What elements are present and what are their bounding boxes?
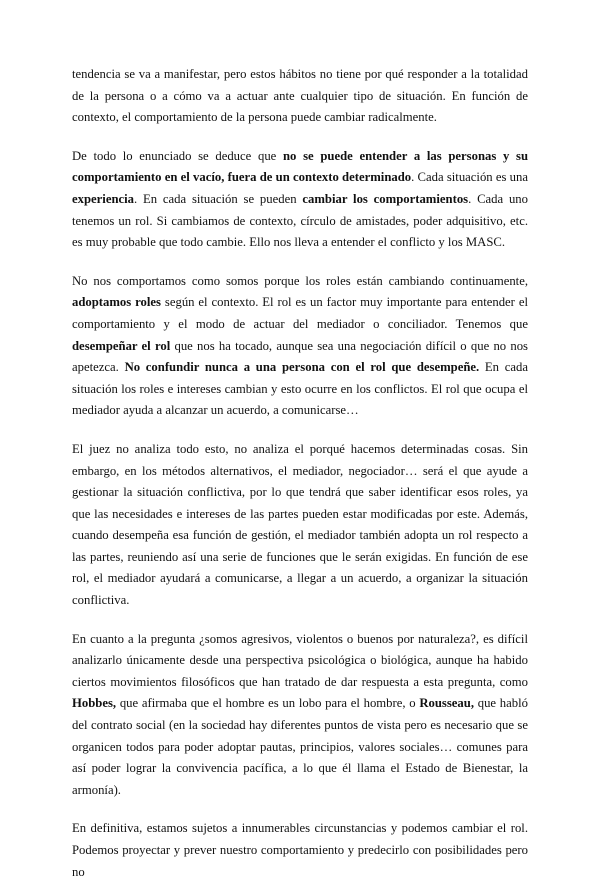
bold-segment: cambiar los comportamientos (302, 191, 469, 206)
text-segment: que nos ha tocado, aunque sea una negociación difícil o que no nos apetezca. (72, 338, 528, 375)
text-segment: En cuanto a la pregunta ¿somos agresivos, violentos o buenos por naturaleza?, es difícil analizarlo únicamente desde una perspectiva psicológica o biológica, aunque ha habido ciertos movimientos filosóficos que han tratado de dar respuesta a esta pregunta, como (72, 631, 528, 689)
bold-segment: Hobbes, (72, 696, 117, 711)
paragraph-5 (72, 629, 528, 802)
text-segment: En definitiva, estamos sujetos a innumerables circunstancias y podemos cambiar el rol. Podemos proyectar y prever nuestro comportamiento y predecirlo con posibilidades pero no (72, 821, 528, 879)
text-segment: tendencia se va a manifestar, pero estos hábitos no tiene por qué responder a la totalidad de la persona o a cómo va a actuar ante cualquier tipo de situación. En función de contexto, el comportamiento de la persona puede cambiar radicalmente. (72, 67, 528, 125)
text-segment: . Cada uno tenemos un rol. Si cambiamos de contexto, círculo de amistades, poder adquisitivo, etc. es muy probable que todo cambie. Ello nos lleva a entender el conflicto y los MASC. (72, 191, 528, 250)
paragraph-3 (72, 271, 528, 422)
text-segment: En cada situación los roles e intereses cambian y esto ocurre en los conflictos. El rol que ocupa el mediador ayuda a alcanzar un acuerdo, a comunicarse… (72, 360, 528, 418)
text-segment: según el contexto. El rol es un factor muy importante para entender el comportamiento y el modo de actuar del mediador o conciliador. Tenemos que (72, 295, 528, 331)
text-segment: De todo lo enunciado se deduce que (72, 148, 283, 163)
bold-segment: experiencia (72, 191, 135, 206)
bold-segment: Rousseau, (419, 696, 474, 711)
bold-segment: no se puede entender a las personas y su comportamiento en el vacío, fuera de un contexto determinado (72, 148, 528, 185)
text-segment: que afirmaba que el hombre es un lobo para el hombre, o (116, 696, 420, 711)
paragraph-2 (72, 146, 528, 254)
paragraph-6 (72, 818, 528, 883)
text-segment: . En cada situación se pueden (134, 191, 303, 206)
bold-segment: adoptamos roles (72, 295, 161, 310)
paragraph-4 (72, 439, 528, 612)
bold-segment: No confundir nunca a una persona con el rol que desempeñe. (124, 360, 480, 375)
text-segment: que habló del contrato social (en la sociedad hay diferentes puntos de vista pero es necesario que se organicen todos para poder adoptar pautas, principios, valores sociales… comunes para así poder lograr la convivencia pacífica, a lo que él llama el Estado de Bienestar, la armonía). (72, 696, 528, 797)
paragraph-1 (72, 64, 528, 129)
text-segment: No nos comportamos como somos porque los roles están cambiando continuamente, (72, 273, 528, 288)
bold-segment: desempeñar el rol (72, 338, 171, 353)
text-segment: El juez no analiza todo esto, no analiza el porqué hacemos determinadas cosas. Sin embargo, en los métodos alternativos, el mediador, negociador… será el que ayude a gestionar la situación conflictiva, por lo que tendrá que saber identificar esos roles, ya que las necesidades e intereses de las partes pueden estar modificadas por este. Además, cuando desempeña esa función de gestión, el mediador también adopta un rol respecto a las partes, reuniendo así una serie de funciones que le serán exigidas. En función de ese rol, el mediador ayudará a comunicarse, a llegar a un acuerdo, a organizar la situación conflictiva. (72, 441, 528, 608)
text-segment: . Cada situación es una (411, 170, 528, 185)
